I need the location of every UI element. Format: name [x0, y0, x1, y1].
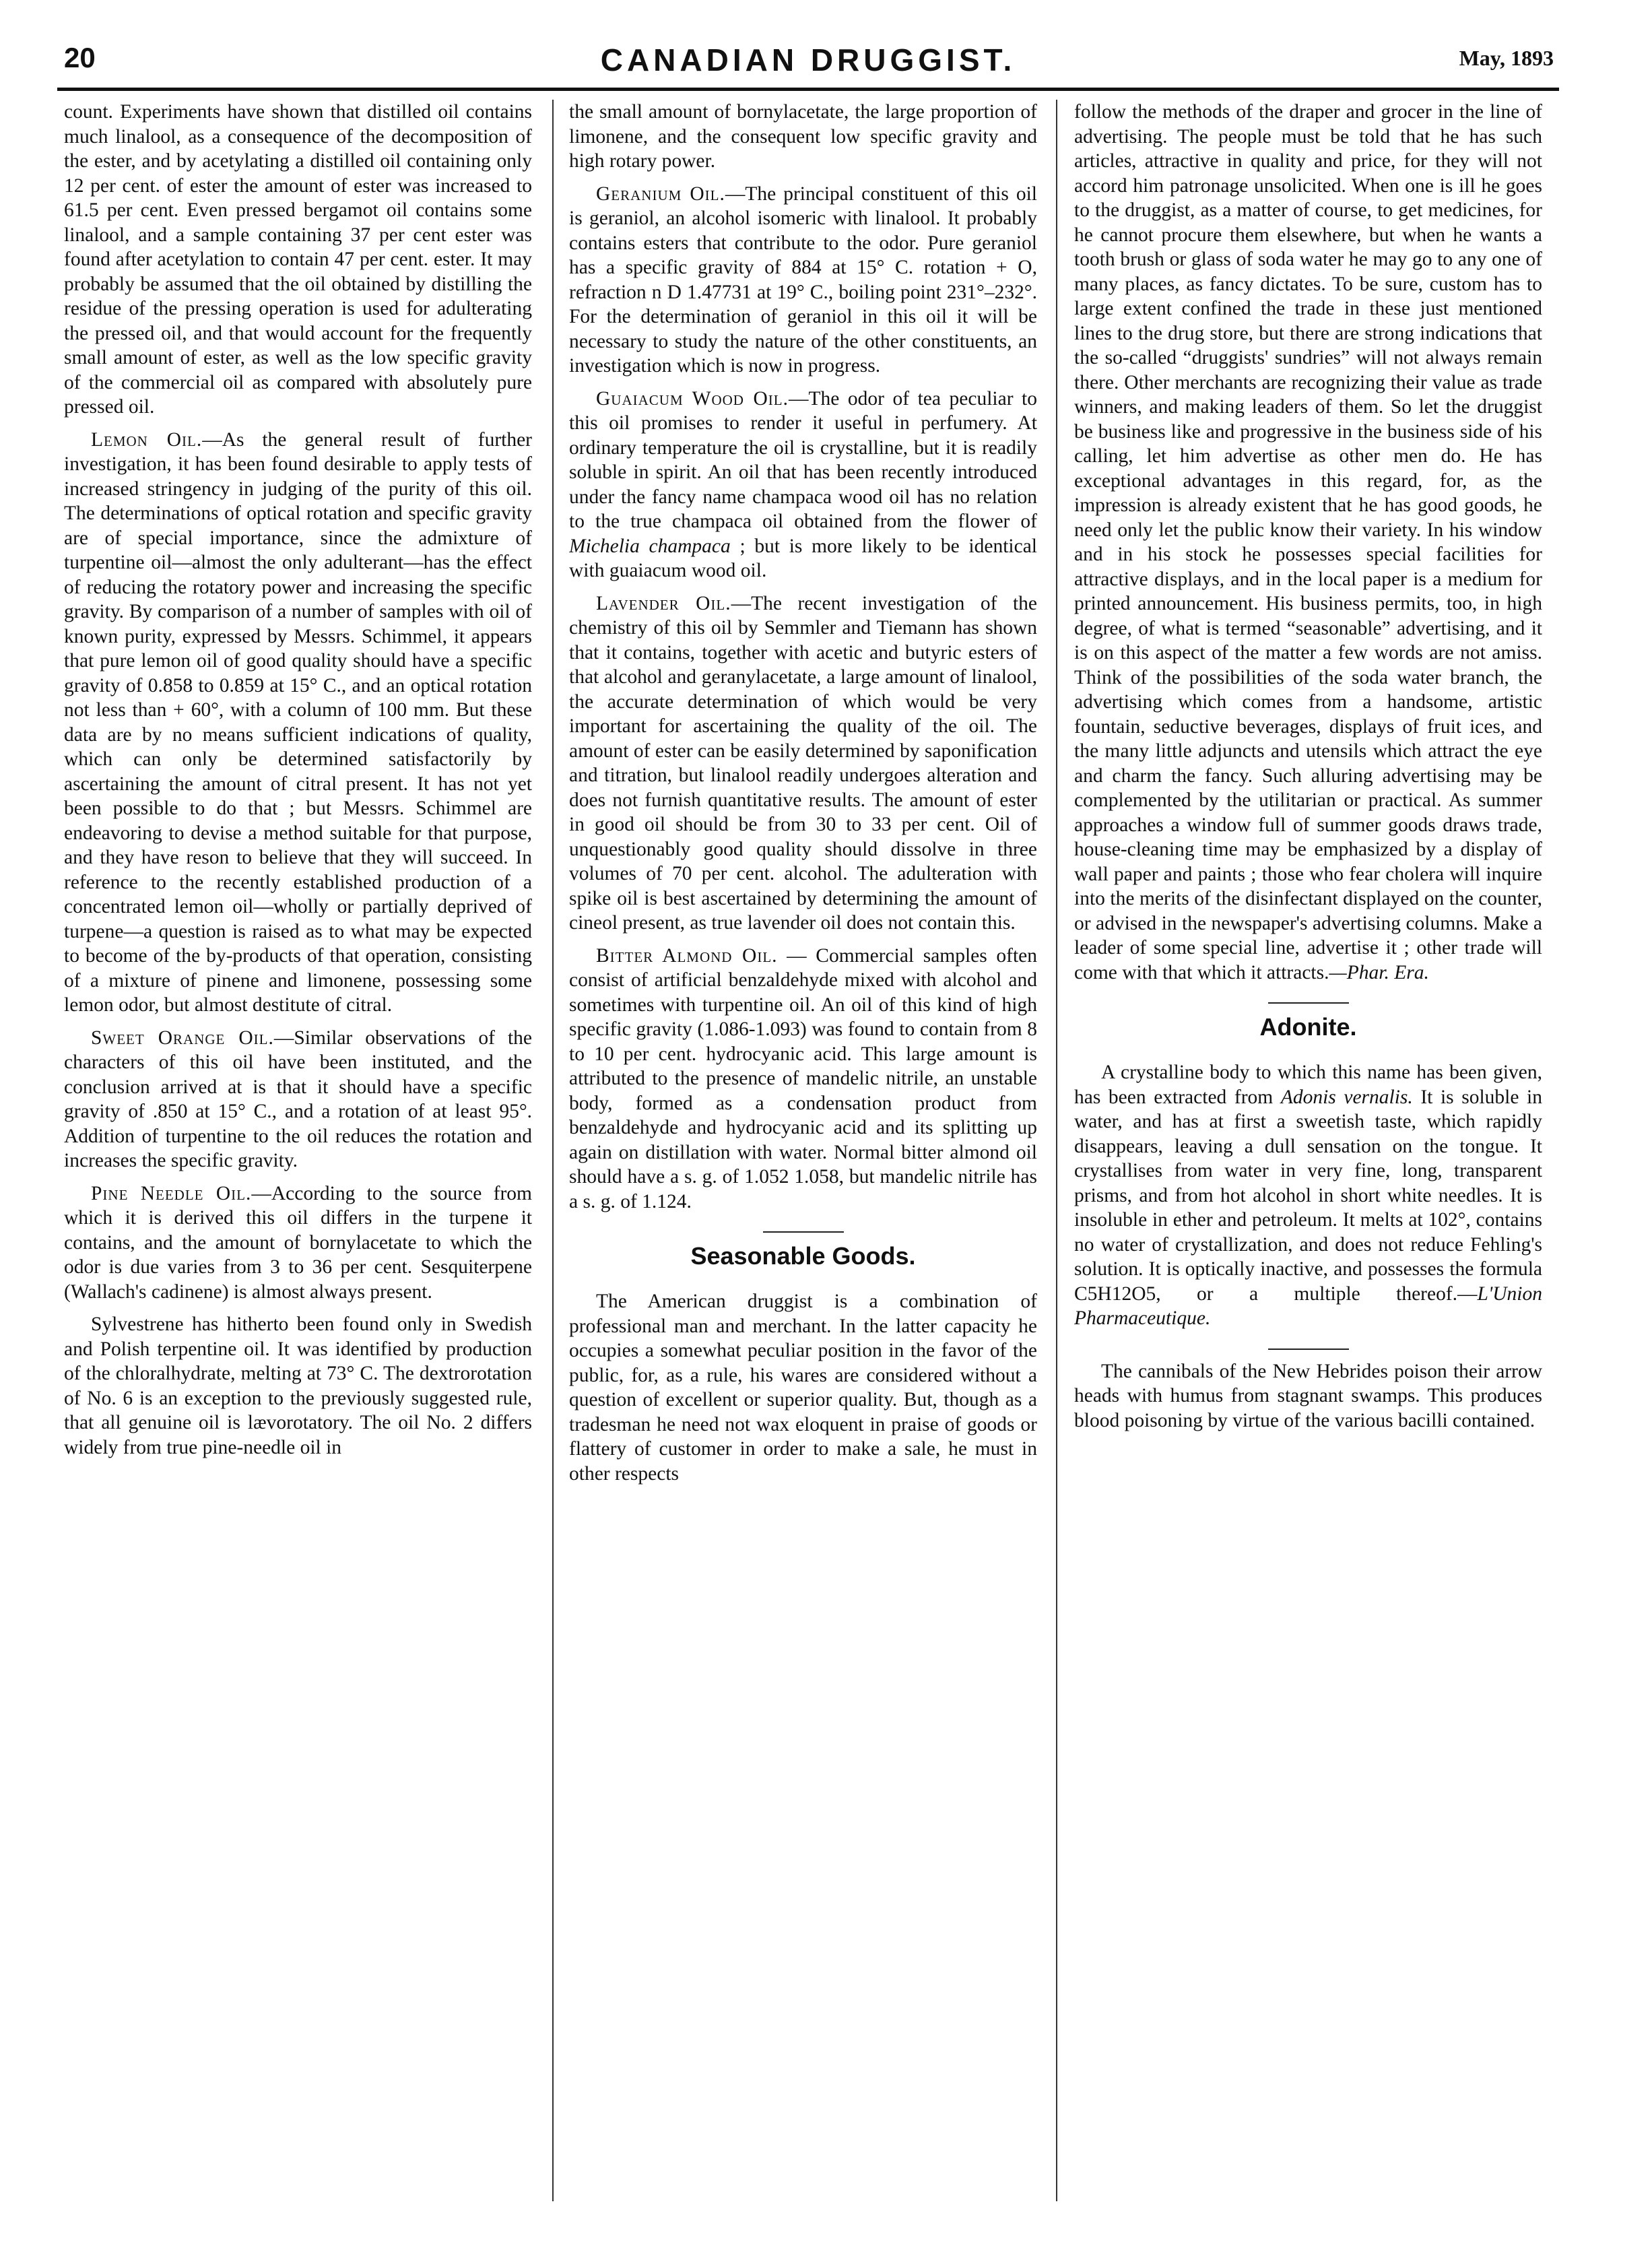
advertising-text: follow the methods of the draper and grocer in the line of advertising. The people must be told that he has such articles, attractive in quality and price, for they will not accord him patronage unsolicited. When one is ill he goes to the druggist, as a matter of course, to get medicines, for he cannot procure them elsewhere, but when he wants a tooth brush or glass of soda water he may go to any one of many places, as fancy dictates. To be sure, custom has to large extent confined the trade in these just mentioned lines to the drug store, but there are strong indications that the so-called “druggists' sundries” will not always remain there. Other merchants are recognizing their value as trade winners, and making leaders of them. So let the druggist be business like and progressive in the business side of his calling, let him advertise as other men do. He has exceptional advantages in this regard, for, as the impression is already existent that he has good goods, he need only let the public know their variety. In his window and in his stock he possesses special facilities for attractive displays, and in the local paper is a medium for printed announcement. His business permits, too, in high degree, of what is termed “seasonable” advertising, and it is on this aspect of the matter a few words are not amiss. Think of the possibilities of the soda water branch, the advertising which comes from a handsome, artistic fountain, seductive beverages, displays of fruit ices, and the many little adjuncts and utensils which attract the eye and charm the fancy. Such alluring advertising may be complemented by the utilitarian or practical. As summer approaches a window full of summer goods draws trade, house-cleaning time may be emphasized by a display of wall paper and paints ; those who fear cholera will inquire into the merits of the disinfectant displayed on the counter, or advised in the newspaper's advertising columns. Make a leader of some special line, advertise it ; other trade will come with that which it attracts.	[1074, 101, 1542, 983]
adonite-text: A crystalline body to which this name has been given, has been extracted from	[1074, 1062, 1542, 1108]
geranium-oil-text: —The principal constituent of this oil is geraniol, an alcohol isomeric with linalool. It probably contains esters that contribute to the odor. Pure geraniol has a specific gravity of 884 at 15° C. rotation + O, refraction n D 1.47731 at 19° C., boiling point 231°–232°. For the determination of geraniol in this oil it will be necessary to study the nature of the other constituents, an investigation which is now in progress.	[569, 183, 1037, 377]
sweet-orange-oil-heading: Sweet Orange Oil.	[91, 1027, 274, 1049]
bitter-almond-oil-heading: Bitter Almond Oil.	[596, 944, 778, 967]
source-citation: L'Union Pharmaceutique.	[1074, 1282, 1542, 1329]
adonite-heading: Adonite.	[1259, 1013, 1357, 1041]
section-divider	[763, 1231, 844, 1233]
geranium-oil-heading: Geranium Oil.	[596, 183, 725, 205]
column-divider	[1056, 100, 1057, 2201]
issue-date: May, 1893	[1459, 46, 1554, 70]
column-divider	[552, 100, 554, 2201]
lemon-oil-text: —As the general result of further investigation, it has been found desirable to apply tests of increased stringency in judging of the purity of this oil. The determinations of optical rotation and specific gravity are of special importance, since the admixture of turpentine oil—almost the only adulterant—has the effect of reducing the rotatory power and increasing the specific gravity. By comparison of a number of samples with oil of known purity, expressed by Messrs. Schimmel, it appears that pure lemon oil of good quality should have a specific gravity of 0.858 to 0.859 at 15° C., and an optical rotation not less than + 60°, with a column of 100 mm. But these data are by no means sufficient indications of quality, which can only be determined satisfactorily by ascertaining the amount of citral present. It has not yet been possible to do that ; but Messrs. Schimmel are endeavoring to devise a method suitable for that purpose, and they have reson to believe that they will succeed. In reference to the recently established production of a concentrated lemon oil—wholly or partially deprived of turpene—a question is raised as to what may be expected to become of the by-products of that operation, consisting of a mixture of pinene and limonene, possessing some lemon odor, but almost destitute of citral.	[64, 428, 532, 1016]
paragraph-guaiacum-wood-oil	[569, 387, 1037, 583]
paragraph-bergamot: count. Experiments have shown that distilled oil contains much linalool, as a consequence of the decomposition of the ester, and by acetylating a distilled oil containing only 12 per cent. of ester the amount of ester was increased to 61.5 per cent. Even pressed bergamot oil contains some linalool, and a sample containing 37 per cent ester was found after acetylation to contain 47 per cent. ester. It may probably be assumed that the oil obtained by distilling the residue of the pressing operation is used for adulterating the pressed oil, and that would account for the frequently small amount of ester, as well as the low specific gravity of the commercial oil as compared with absolutely pure pressed oil.	[64, 101, 532, 418]
source-citation: —Phar. Era.	[1329, 961, 1429, 983]
paragraph-cannibals: The cannibals of the New Hebrides poison their arrow heads with humus from stagnant swamps. This produces blood poisoning by virtue of the various bacilli contained.	[1074, 1360, 1542, 1431]
pine-needle-oil-heading: Pine Needle Oil.	[91, 1182, 252, 1204]
column-3	[1074, 100, 1542, 2201]
paragraph-adonite	[1074, 1060, 1542, 1331]
botanical-name: Adonis vernalis.	[1280, 1086, 1413, 1108]
section-divider	[1268, 1349, 1349, 1350]
page-header	[57, 38, 1559, 85]
paragraph-sweet-orange-oil	[64, 1026, 532, 1173]
bitter-almond-oil-text: — Commercial samples often consist of artificial benzaldehyde mixed with alcohol and sometimes with turpentine oil. An oil of this kind of high specific gravity (1.086-1.093) was found to contain from 8 to 10 per cent. hydrocyanic acid. This large amount is attributed to the presence of mandelic nitrile, an unstable body, formed as a condensation product from benzaldehyde and hydrocyanic acid and its splitting up again on distillation with water. Normal bitter almond oil should have a s. g. of 1.052 1.058, but mandelic nitrile has a s. g. of 1.124.	[569, 944, 1037, 1212]
paragraph-advertising	[1074, 100, 1542, 985]
paragraph-pine-needle-oil	[64, 1181, 532, 1305]
section-divider	[1268, 1002, 1349, 1004]
lemon-oil-heading: Lemon Oil.	[91, 428, 203, 451]
column-2	[569, 100, 1037, 2201]
paragraph-sylvestrene: Sylvestrene has hitherto been found only in Swedish and Polish terpentine oil. It was identified by production of the chloralhydrate, melting at 73° C. The dextrorotation of No. 6 is an exception to the previously suggested rule, that all genuine oil is lævorotatory. The oil No. 2 differs widely from true pine-needle oil in	[64, 1313, 532, 1458]
paragraph-geranium-oil	[569, 182, 1037, 379]
column-1	[64, 100, 532, 2201]
publication-title: CANADIAN DRUGGIST.	[600, 42, 1016, 77]
lavender-oil-text: —The recent investigation of the chemistry of this oil by Semmler and Tiemann has shown that it contains, together with acetic and butyric esters of that alcohol and geranylacetate, a large amount of linalool, the accurate determination of which would be very important for ascertaining the quality of the oil. The amount of ester can be easily determined by saponification and titration, but linalool readily undergoes alteration and does not furnish quantitative results. The amount of ester in good oil should be from 30 to 33 per cent. Oil of unquestionably good quality should dissolve in three volumes of 70 per cent. alcohol. The adulteration with spike oil is best ascertained by determining the amount of cineol present, as true lavender oil does not contain this.	[569, 592, 1037, 934]
paragraph-bitter-almond-oil	[569, 944, 1037, 1214]
adonite-text-cont: It is soluble in water, and has at first a sweetish taste, which rapidly disappears, leaving a dull sensation on the tongue. It crystallises from water in very fine, long, transparent prisms, and from hot alcohol in short white needles. It is insoluble in ether and petroleum. It melts at 102°, contains no water of crystallization, and does not reduce Fehling's solution. It is optically inactive, and possesses the formula C5H12O5, or a multiple thereof.—	[1074, 1086, 1542, 1305]
paragraph-lemon-oil	[64, 428, 532, 1018]
guaiacum-wood-oil-text: —The odor of tea peculiar to this oil promises to render it useful in perfumery. At ordinary temperature the oil is crystalline, but it is readily soluble in spirit. An oil that has been recently introduced under the fancy name champaca wood oil has no relation to the true champaca oil obtained from the flower of	[569, 387, 1037, 532]
lavender-oil-heading: Lavender Oil.	[596, 592, 731, 614]
page-number: 20	[64, 42, 96, 73]
paragraph-continued: the small amount of bornylacetate, the large proportion of limonene, and the consequent low specific gravity and high rotary power.	[569, 101, 1037, 172]
sweet-orange-oil-text: —Similar observations of the characters of this oil have been instituted, and the conclusion arrived at is that it should have a specific gravity of .850 at 15° C., and a rotation of at least 95°. Addition of turpentine to the oil reduces the rotation and increases the specific gravity.	[64, 1027, 532, 1171]
pine-needle-oil-text: —According to the source from which it is derived this oil differs in the turpene it contains, and the amount of bornylacetate to which the odor is due varies from 3 to 36 per cent. Sesquiterpene (Wallach's cadinene) is almost always present.	[64, 1182, 532, 1303]
header-rule	[57, 88, 1559, 91]
guaiacum-wood-oil-heading: Guaiacum Wood Oil.	[596, 387, 789, 410]
guaiacum-wood-oil-tail: ; but is more likely to be identical with guaiacum wood oil.	[569, 535, 1037, 581]
paragraph-seasonable-goods: The American druggist is a combination of professional man and merchant. In the latter capacity he occupies a somewhat peculiar position in the favor of the public, for, as a rule, his wares are considered without a question of excellent or superior quality. But, though as a tradesman he need not wax eloquent in praise of goods or flattery of customer in order to make a sale, he must in other respects	[569, 1291, 1037, 1485]
botanical-name: Michelia champaca	[569, 535, 731, 557]
paragraph-lavender-oil	[569, 591, 1037, 936]
seasonable-goods-heading: Seasonable Goods.	[690, 1242, 916, 1270]
